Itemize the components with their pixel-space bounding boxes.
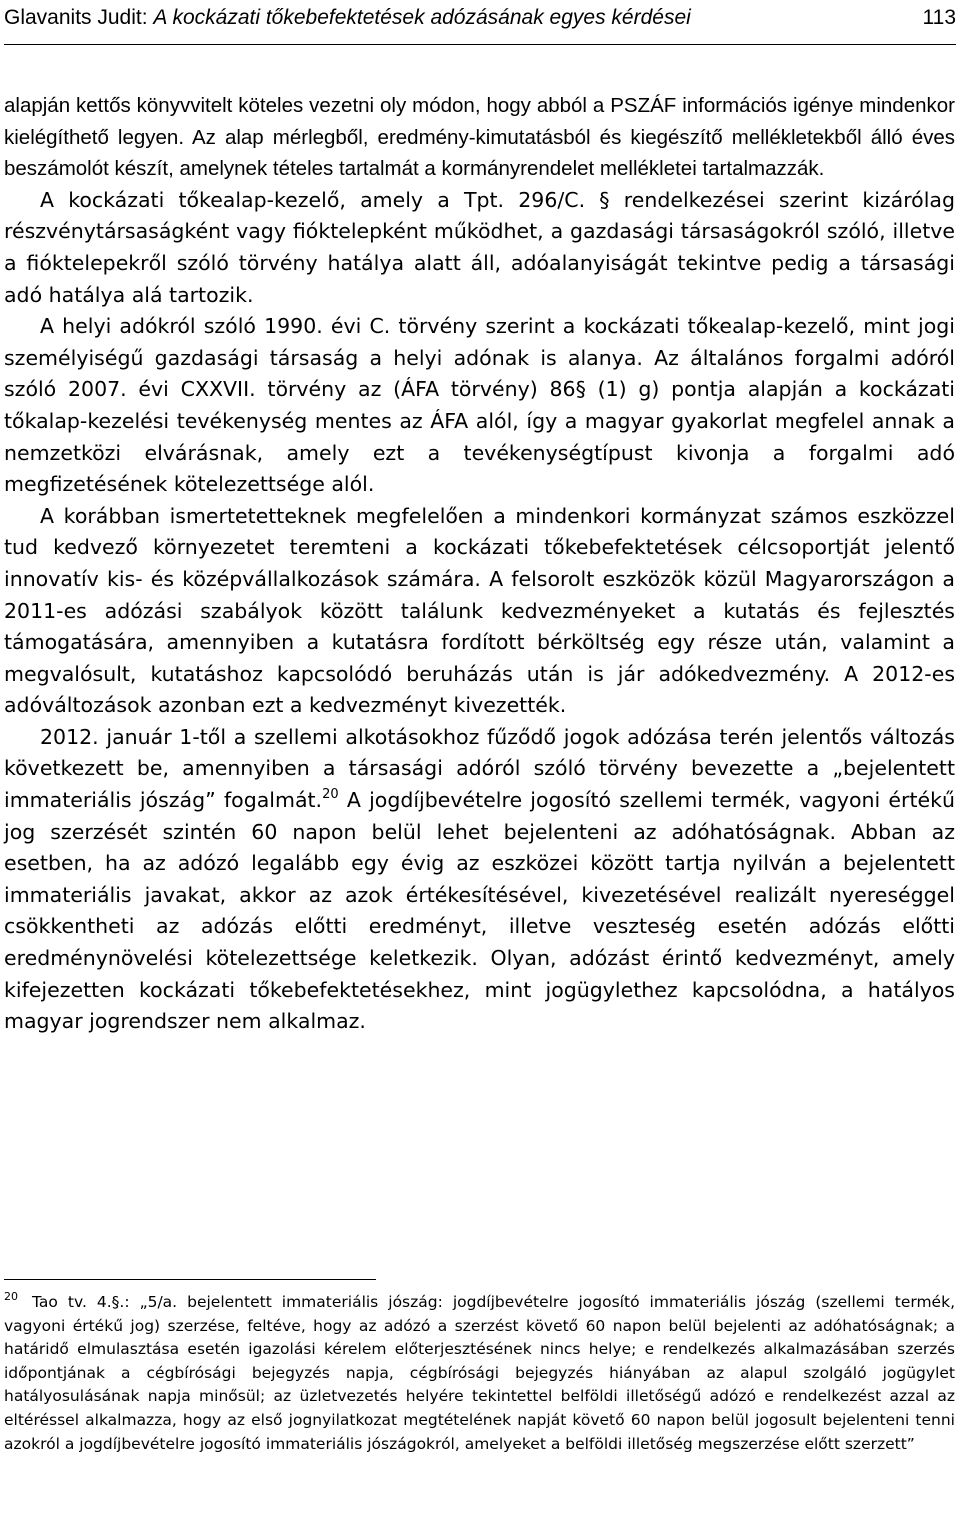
paragraph-text: A helyi adókról szóló 1990. évi C. törvény szerint a kockázati tőkealap-kezelő, mint jogi személyiségű gazdasági társaság a helyi adónak is alanya. Az általános forgalmi adóról szóló 2007. évi CXXVII. törvény az (ÁFA törvény) 86§ (1) g) pontja alapján a kockázati tőkalap-kezelési tevékenység mentes az ÁFA alól, így a magyar gyakorlat megfelel annak a nemzetközi elvárásnak, amely ezt a tevékenységtípust kivonja a forgalmi adó megfizetésének kötelezettsége alól. [4,314,955,497]
header-title-line [4,0,691,36]
running-header [4,0,956,45]
paragraph-5 [4,722,955,1038]
footnote-text: Tao tv. 4.§.: „5/a. bejelentett immateriális jószág: jogdíjbevételre jogosító immateriális jószág (szellemi termék, vagyoni értékű jog) szerzése, feltéve, hogy az adózó a szerzést követő 60 napon belül bejelenti az adóhatóságnak; a határidő elmulasztása esetén igazolási kérelem előterjesztésének nincs helye; e rendelkezés alkalmazásában szerzés időpontjának a cégbírósági bejegyzés napja, cégbírósági bejegyzés hiányában az alapul szolgáló jogügylet hatályosulásának napja minősül; az üzletvezetés helyére tekintettel belföldi illetőségű adózó e rendelkezést azzal az eltéréssel alkalmazza, hogy az első jognyilatkozat megtételének napját követő 60 napon belül jogosult bejelenteni tenni azokról a jogdíjbevételre jogosító immateriális jószágokról, amelyeket a belföldi illetőség megszerzése előtt szerzett” [4,1293,955,1453]
footnote-reference[interactable]: 20 [322,787,339,803]
header-title: A kockázati tőkebefektetések adózásának egyes kérdései [153,6,691,29]
footnote-number: 20 [4,1290,18,1303]
paragraph-text: alapján kettős könyvvitelt köteles vezetni oly módon, hogy abból a PSZÁF információs igénye mindenkor kielégíthető legyen. Az alap mérlegből, eredmény-kimutatásból és kiegészítő mellékletekből álló éves beszámolót készít, amelynek tételes tartalmát a kormányrendelet mellékletei tartalmazzák. [4,94,955,181]
paragraph-text: A kockázati tőkealap-kezelő, amely a Tpt. 296/C. § rendelkezései szerint kizárólag részvénytársaságként vagy fióktelepként működhet, a gazdasági társaságokról szóló, illetve a fióktelepekről szóló törvény hatálya alatt áll, adóalanyiságát tekintve pedig a társasági adó hatálya alá tartozik. [4,187,955,307]
paragraph-text: 2012. január 1-től a szellemi alkotásokhoz fűződő jogok adózása terén jelentős változás következett be, amennyiben a társasági adóról szóló törvény bevezette a „bejelentett immateriális jószág” fogalmát. [4,724,955,813]
paragraph-text: A korábban ismertetetteknek megfelelően a mindenkori kormányzat számos eszközzel tud kedvező környezetet teremteni a kockázati tőkebefektetések célcsoportját jelentő innovatív kis- és középvállalkozások számára. A felsorolt eszközök közül Magyarországon a 2011-es adózási szabályok között találunk kedvezményeket a kutatás és fejlesztés támogatására, amennyiben a kutatásra fordított bérköltség egy része után, valamint a megvalósult, kutatáshoz kapcsolódó beruházás után is jár adókedvezmény. A 2012-es adóváltozások azonban ezt a kedvezményt kivezették. [4,503,955,718]
paragraph-text: A jogdíjbevételre jogosító szellemi termék, vagyoni értékű jog szerzését szintén 60 napon belül lehet bejelenteni az adóhatóságnak. Abban az esetben, ha az adózó legalább egy évig az eszközei között tartja nyilván a bejelentett immateriális javakat, akkor az azok értékesítésével, kivezetésével realizált nyereséggel csökkentheti az adózás előtti eredményt, illetve veszteség esetén adózás előtti eredménynövelési kötelezettsége keletkezik. Olyan, adózást érintő kedvezményt, amely kifejezetten kockázati tőkebefektetésekhez, mint jogügylethez kapcsolódna, a hatályos magyar jogrendszer nem alkalmaz. [4,788,955,1034]
header-author: Glavanits Judit: [4,6,154,29]
paragraph-2 [4,185,955,311]
paragraph-1 [4,90,955,185]
page-number: 113 [922,6,956,29]
paragraph-3 [4,311,955,501]
footnote-separator [4,1279,376,1280]
paragraph-4 [4,501,955,722]
body-text [4,90,955,1038]
footnote [4,1291,955,1456]
